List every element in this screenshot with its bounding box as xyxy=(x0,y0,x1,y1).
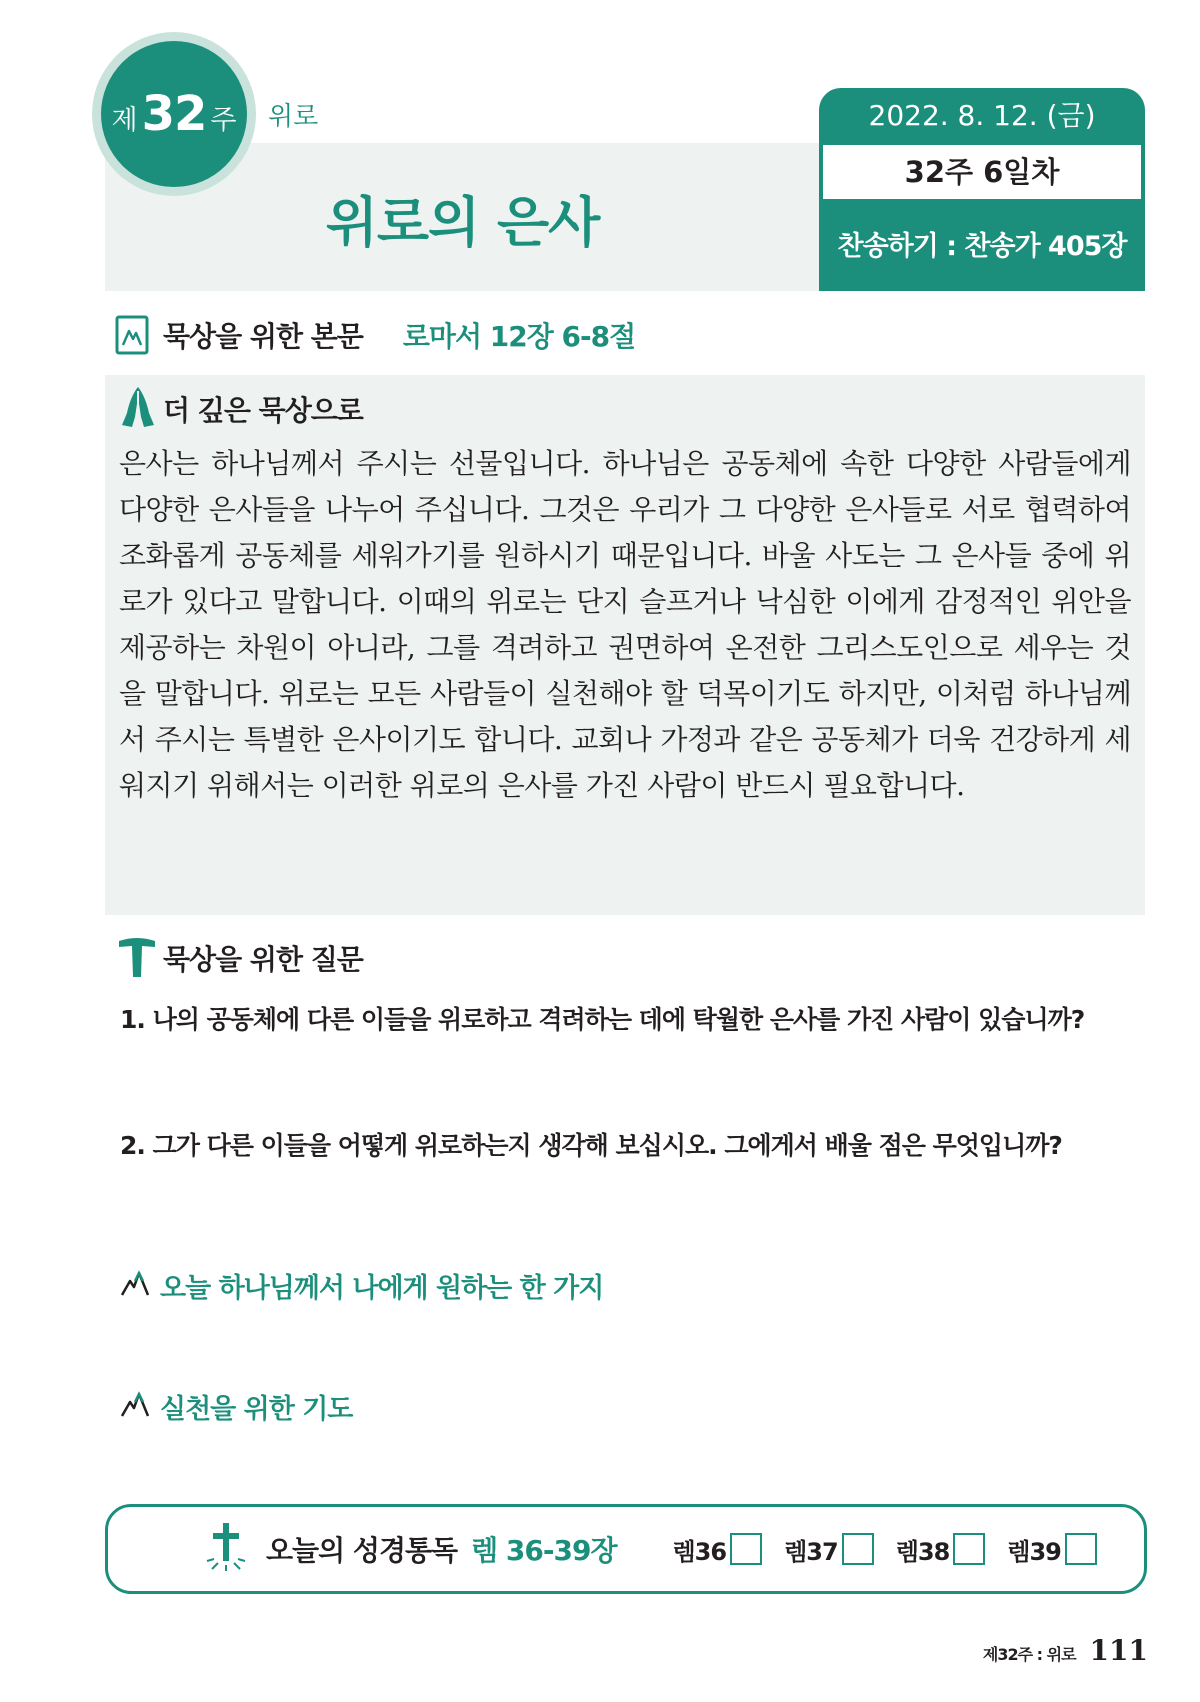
meditation-heading-text: 더 깊은 묵상으로 xyxy=(163,394,363,427)
wish-heading xyxy=(120,1265,603,1305)
page-title: 위로의 은사 xyxy=(325,191,600,254)
reading-checkbox[interactable] xyxy=(730,1533,762,1565)
mountain-icon xyxy=(120,1390,150,1422)
date-box xyxy=(819,88,1145,291)
reading-check-label: 렘39 xyxy=(1007,1537,1061,1566)
reading-check-label: 렘37 xyxy=(784,1537,838,1566)
question-1: 1. 나의 공동체에 다른 이들을 위로하고 격려하는 데에 탁월한 은사를 가진 사람이 있습니까? xyxy=(120,1005,1085,1034)
reading-check-label: 렘36 xyxy=(672,1537,727,1566)
reading-checkbox[interactable] xyxy=(953,1533,985,1565)
reading-check-item xyxy=(1007,1532,1097,1567)
date-text: 2022. 8. 12. (금) xyxy=(868,99,1096,132)
day-count: 32주 6일차 xyxy=(823,145,1141,199)
bible-reading-box xyxy=(105,1504,1147,1594)
praying-hands-icon xyxy=(119,385,157,433)
book-icon xyxy=(115,315,149,355)
meditation-body: 은사는 하나님께서 주시는 선물입니다. 하나님은 공동체에 속한 다양한 사람들에게 다양한 은사들을 나누어 주십니다. 그것은 우리가 그 다양한 은사들로 서로 협력하여 조화롭게 공동체를 세워가기를 원하시기 때문입니다. 바울 사도는 그 은사들 중에 위로가 있다고 말합니다. 이때의 위로는 단지 슬프거나 낙심한 이에게 감정적인 위안을 제공하는 차원이 아니라, 그를 격려하고 권면하여 온전한 그리스도인으로 세우는 것을 말합니다. 위로는 모든 사람들이 실천해야 할 덕목이기도 하지만, 이처럼 하나님께서 주시는 특별한 은사이기도 합니다. 교회나 가정과 같은 공동체가 더욱 건강하게 세워지기 위해서는 이러한 위로의 은사를 가진 사람이 반드시 필요합니다. xyxy=(119,447,1131,802)
questions-heading-text: 묵상을 위한 질문 xyxy=(163,943,363,976)
cross-light-icon xyxy=(204,1521,248,1577)
week-number: 32 xyxy=(141,86,207,142)
scripture-label: 묵상을 위한 본문 xyxy=(163,320,363,353)
footer-section: 제32주 : 위로 xyxy=(982,1645,1076,1664)
question-2: 2. 그가 다른 이들을 어떻게 위로하는지 생각해 보십시오. 그에게서 배울 점은 무엇입니까? xyxy=(120,1131,1062,1160)
mountain-icon xyxy=(120,1269,150,1301)
scripture-row xyxy=(115,313,635,357)
week-badge xyxy=(101,41,247,187)
reading-check-item xyxy=(784,1532,874,1567)
reading-checkbox[interactable] xyxy=(842,1533,874,1565)
bible-reading-row xyxy=(204,1507,1119,1591)
meditation-heading xyxy=(119,387,363,431)
reading-checkbox[interactable] xyxy=(1065,1533,1097,1565)
prayer-heading-text: 실천을 위한 기도 xyxy=(160,1393,353,1425)
prayer-heading xyxy=(120,1386,352,1426)
theme-label: 위로 xyxy=(268,102,319,132)
hymn-text: 찬송하기 : 찬송가 405장 xyxy=(837,231,1127,262)
reading-check-label: 렘38 xyxy=(895,1537,950,1566)
meditation-box xyxy=(105,375,1145,915)
reading-checklist xyxy=(673,1532,1119,1567)
week-suffix: 주 xyxy=(210,104,237,136)
page-number: 111 xyxy=(1089,1634,1148,1667)
bible-reading-label: 오늘의 성경통독 xyxy=(266,1534,458,1567)
page-footer xyxy=(983,1634,1148,1667)
week-prefix: 제 xyxy=(111,104,138,136)
cross-icon xyxy=(117,933,157,983)
questions-heading xyxy=(117,934,363,982)
reading-check-item xyxy=(896,1532,986,1567)
reading-check-item xyxy=(673,1532,763,1567)
bible-reading-range: 렘 36-39장 xyxy=(471,1534,617,1567)
scripture-reference: 로마서 12장 6-8절 xyxy=(402,320,636,353)
wish-heading-text: 오늘 하나님께서 나에게 원하는 한 가지 xyxy=(160,1272,604,1304)
